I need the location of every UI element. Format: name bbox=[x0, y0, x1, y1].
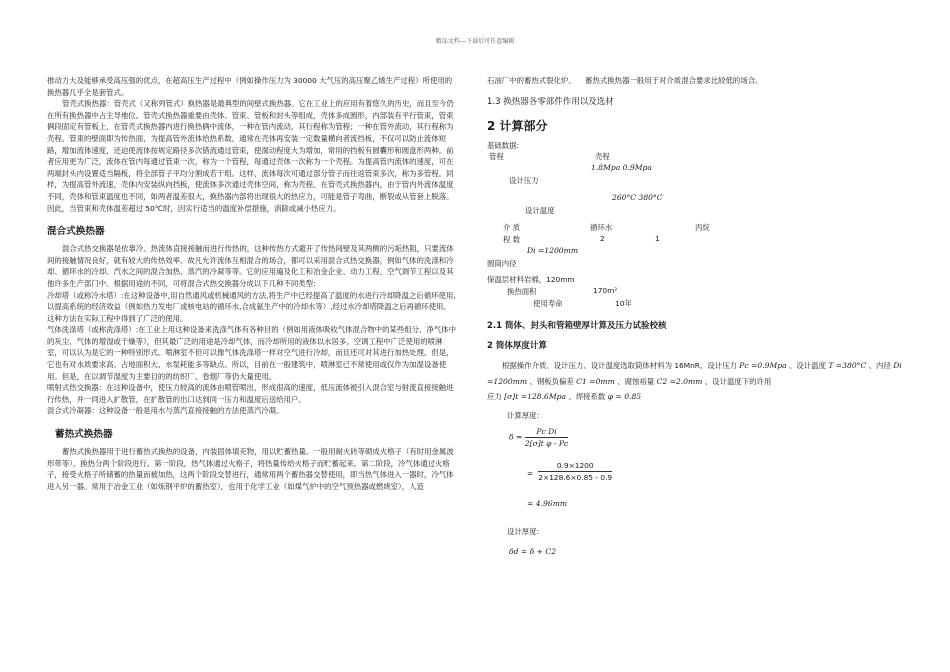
heading-regenerative-exchanger: 蓄热式换热器 bbox=[55, 429, 113, 441]
propane: 丙烷 bbox=[695, 223, 710, 233]
stress-label: 应力 bbox=[487, 391, 502, 401]
pass-count-shell: 1 bbox=[655, 234, 660, 244]
heading-shell-thickness: 2 筒体厚度计算 bbox=[487, 340, 547, 351]
insulation-line: 保温层材料岩棉，120mm bbox=[487, 275, 575, 285]
calc-text-4: 、钢板负偏差 bbox=[529, 376, 574, 386]
temperature-values: 260°C 380°C bbox=[612, 193, 663, 203]
calc-text-3: 、内径 bbox=[868, 360, 891, 370]
table-row bbox=[487, 175, 907, 187]
pressure-values: 1.8Mpa 0.9Mpa bbox=[591, 163, 652, 173]
calc-text-6: 、设计温度下的许用 bbox=[704, 376, 772, 386]
paragraph-cooling-tower: 冷却塔（或称冷水塔）:在这种设备中,用自然通风或机械通风的方法,将生产中已经提高了温度的水进行冷却降温之后循环使用,以提高系统的经济效益（例如热力发电厂或核电站的循环水,合成氨生产中的冷却水等）,经过水冷却塔降温之后再循环使用。这种方法在实际工程中得到了广泛的使用。 bbox=[47, 290, 456, 323]
paragraph-mixing-intro: 混合式热交换器是依靠冷、热流体直接接触而进行传热的，这种传热方式避开了传热间壁及其两侧的污垢热阻，只要流体间的接触情况良好，就有较大的传热效率。故凡允许流体互相混合的场合，都可以采用混合式热交换器，例如气体的洗涤和冷却、循环水的冷却、汽水之间的混合加热、蒸汽的冷凝等等。它的应用遍及化工和冶金企业、动力工程、空气调节工程以及其他许多生产部门中。根据用途的不同，可将混合式热交换器分成以下几种不同类型: bbox=[47, 244, 454, 288]
medium-label: 介 质 bbox=[503, 223, 521, 233]
substitution-fraction bbox=[538, 461, 612, 482]
pass-count-label: 程 数 bbox=[503, 235, 521, 245]
table-row bbox=[487, 246, 907, 258]
thickness-result: = 4.96mm bbox=[527, 499, 568, 509]
basic-data-label: 基础数据: bbox=[487, 140, 520, 150]
heading-2-1: 2.1 筒体、封头和管箱壁厚计算及压力试验校核 bbox=[487, 320, 667, 331]
inner-diameter-label: 圆筒内径 bbox=[487, 259, 517, 269]
table-row bbox=[487, 286, 907, 298]
paragraph-regenerative: 蓄热式换热器用于进行蓄热式换热的设备，内装固体填充物，用以贮蓄热量。一般用耐火砖等砌成火格子（有时用金属波形带等）。换热分两个阶段进行。第一阶段，热气体通过火格子，将热量传给火格子而贮蓄起来。第二阶段，冷气体通过火格子，接受火格子所储蓄的热量而被加热，这两个阶段交替进行，通常用两个蓄热器交替使用，即当热气体进入一器时，冷气体进入另一器。常用于冶金工业（如炼钢平炉的蓄热室），也用于化学工业（如煤气炉中的空气预热器或燃烧室），人造 bbox=[47, 447, 454, 491]
table-row bbox=[487, 234, 907, 246]
design-pressure-value: Pc =0.9Mpa bbox=[739, 360, 787, 370]
table-row bbox=[487, 205, 907, 217]
c1-value: C1 =0mm bbox=[576, 376, 615, 386]
calc-stress-line bbox=[487, 390, 907, 404]
calc-text-5: 、腐蚀裕量 bbox=[617, 376, 655, 386]
shell-side-label: 壳程 bbox=[595, 152, 610, 162]
circulating-water: 循环水 bbox=[590, 223, 613, 233]
table-row bbox=[487, 222, 907, 234]
table-row bbox=[487, 193, 907, 205]
table-row bbox=[487, 298, 907, 310]
substitution-denominator: 2×128.6×0.85 - 0.9 bbox=[538, 473, 613, 483]
left-column bbox=[47, 75, 457, 492]
c2-value: C2 =2.0mm bbox=[656, 376, 703, 386]
design-temperature-label: 设计温度 bbox=[525, 206, 555, 216]
right-column bbox=[487, 75, 907, 558]
heading-1-3: 1.3 换热器各零部件作用以及选材 bbox=[487, 96, 614, 107]
page-header: 精品文档---下载后可任意编辑 bbox=[435, 38, 515, 45]
design-thickness-formula: δd = δ + C2 bbox=[509, 546, 557, 556]
paragraph-mixing-condenser: 混合式冷凝器：这种设备一般是用水与蒸汽直接接触的方法使蒸汽冷凝。 bbox=[47, 406, 284, 416]
area-value: 170m² bbox=[593, 285, 618, 295]
calc-thickness-label: 计算厚度: bbox=[507, 410, 540, 420]
paragraph-jet-exchanger: 喷射式热交换器：在这种设备中，使压力较高的流体由喷管喷出，形成很高的速度，低压流体被引入混合室与射流直接接触进行传热，并一同进入扩散管，在扩散管的出口达到同一压力和温度后送给用户。 bbox=[47, 383, 454, 404]
formula-denominator: 2[σ]t φ - Pc bbox=[524, 439, 569, 449]
continued-text: 石油厂中的蓄热式裂化炉。 bbox=[487, 76, 576, 85]
formula-numerator: Pc Di bbox=[525, 427, 568, 438]
thickness-formula bbox=[509, 427, 907, 453]
design-thickness-label: 设计厚度: bbox=[507, 527, 540, 537]
paragraph-double-pipe: 推动力大及能够承受高压强的优点，在超高压生产过程中（例如操作压力为 30000 大气压的高压聚乙烯生产过程）所使用的换热器几乎全是套管式。 bbox=[47, 76, 453, 97]
area-label: 换热面积 bbox=[507, 286, 537, 296]
formula-lhs: δ = bbox=[509, 432, 523, 442]
tube-side-label: 管程 bbox=[489, 152, 504, 162]
calc-text-2: 、设计温度 bbox=[789, 360, 826, 370]
heading-mixing-exchanger: 混合式换热器 bbox=[47, 226, 105, 238]
thickness-result-value: 4.96mm bbox=[535, 499, 568, 509]
calc-text-1: 根据操作介质、设计压力、设计温度选取筒体材料为 16MnR。设计压力 bbox=[502, 360, 737, 370]
weld-value: φ = 0.85 bbox=[607, 391, 642, 401]
design-temperature-value: T =380°C bbox=[828, 360, 867, 370]
paragraph-shell-tube: 管壳式换热器：管壳式（又称列管式）换热器是最典型的间壁式换热器。它在工业上的应用有着悠久的历史，而且至今仍在所有换热器中占主导地位。管壳式换热器重要由壳体、管束、管板和封头等组成，壳体多成圆形，内部装有平行管束，管束俩段固定有管板上，在管壳式换热器内进行换热俩中流体，一种在管内流动，其行程称为管程；一种在管外流动，其行程称为壳程。管束的壁面即为传热面，为提高管外流体给热系数，通常在壳体再安装一定数量横向者流挡板，不仅可以防止流体短路，增加流体速度，还迫使流体按规定路径多次错流通过管束，使湍动程度大为增加，常用的挡板有圆囊形和圆盘形两种，前者应用更为广泛，流体在管内每通过管束一次，称为一个管程，每通过壳体一次称为一个壳程。为提高管内流体的速度，可在两端封头内设置适当隔板，将全部管子平均分割成若干组。这样，流体每次可通过部分管子而往返管束多次，称为多管程。同样，为提高管外流速，壳体内安装纵向挡板，使流体多次通过壳体空间，称为壳程。在管壳式换热器内，由于管内外流体温度不同，壳体和管束温度也不同，如两者温差很大，换热器内部将出现很大的热应力，可能是管子弯曲，断裂或从管套上脱落。因此，当管束和壳体温差超过 50℃时，因实行适当的温度补偿措施，消除或减小热应力。 bbox=[47, 99, 454, 213]
paragraph-continued bbox=[487, 75, 907, 87]
heading-calculation: 2 计算部分 bbox=[487, 118, 548, 133]
paragraph-gas-scrubber: 气体洗涤塔（或称洗涤塔）:在工业上用这种设备来洗涤气体有各种目的（例如用液体吸收气体混合物中的某些组分、净气体中的灰尘、气体的增湿或干燥等），但其最广泛的用途是冷却气体，而冷却所用的液体以水居多。空调工程中广泛使用的喷淋室，可以认为是它的一种特别形式。喷淋室不但可以像气体洗涤塔一样对空气进行冷却，而且还可对其进行加热处理。但是，它也有对水质要求高、占地面积大、水泵耗能多等缺点。所以，目前在一般建筑中，喷淋室已不常使用或仅作为加湿设备使用。但是，在以调节湿度为主要目的的纺织厂、卷烟厂等仍大量使用。 bbox=[47, 325, 456, 381]
substitution-numerator: 0.9×1200 bbox=[538, 461, 612, 472]
inner-diameter-value: Di =1200mm bbox=[527, 246, 579, 256]
weld-label: 、焊接系数 bbox=[568, 391, 606, 401]
table-row bbox=[487, 151, 907, 163]
design-pressure-label: 设计压力 bbox=[509, 176, 539, 186]
table-row bbox=[487, 163, 907, 175]
service-life-value: 10年 bbox=[615, 298, 632, 308]
table-row bbox=[487, 258, 907, 270]
service-life-label: 使用寿命 bbox=[533, 298, 563, 308]
pass-count-tube: 2 bbox=[600, 234, 605, 244]
calc-parameters bbox=[487, 358, 907, 390]
stress-value: [σ]t =128.6Mpa bbox=[504, 391, 566, 401]
thickness-substitution: = $\frac{0.9\times 1200}{2\times 128.6\times 0.85 - 0.9}$ bbox=[527, 461, 613, 483]
continued-text-2: 蓄热式换热器一般用于对介质混合要求比较低的场合。 bbox=[585, 76, 763, 85]
diameter-value: Di =1200mm bbox=[487, 360, 902, 386]
formula-fraction bbox=[525, 427, 568, 448]
